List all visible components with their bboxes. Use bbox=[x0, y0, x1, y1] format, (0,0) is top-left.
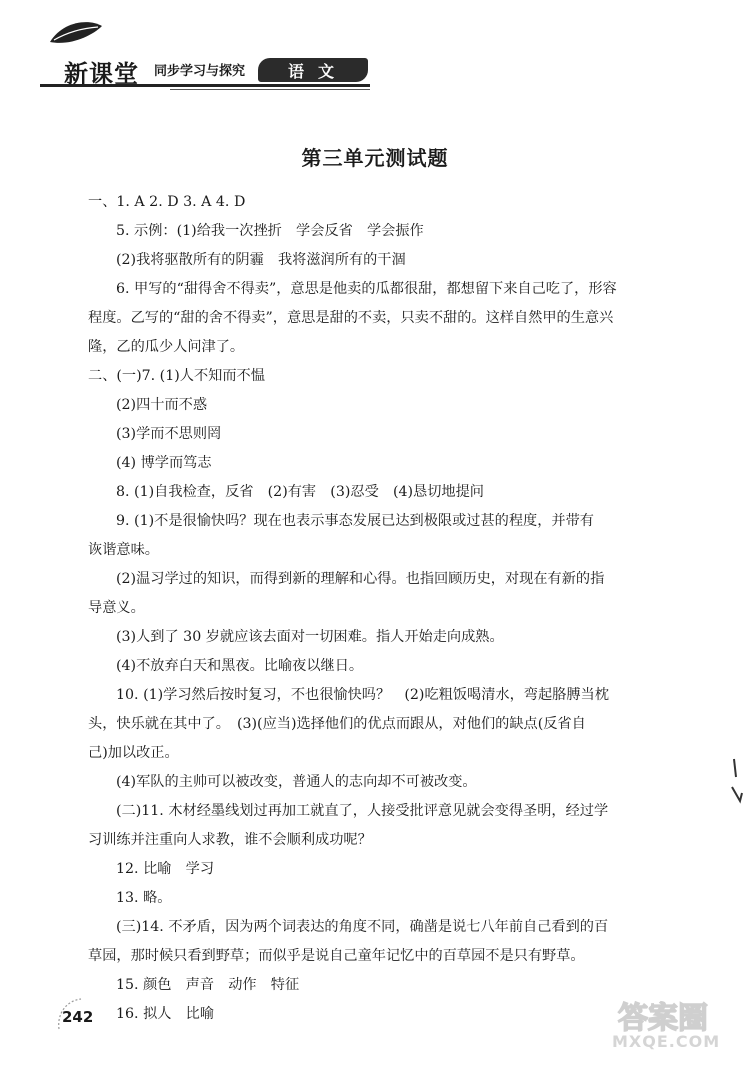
answer-line: 诙谐意味。 bbox=[88, 542, 159, 558]
answer-line: 习训练并注重向人求教，谁不会顺利成功呢？ bbox=[88, 832, 372, 848]
answer-line: (4)不放弃白天和黑夜。比喻夜以继日。 bbox=[116, 658, 364, 674]
brand-subtitle: 同步学习与探究 bbox=[154, 64, 246, 79]
answer-line: 6. 甲写的“甜得舍不得卖”，意思是他卖的瓜都很甜，都想留下来自己吃了，形容 bbox=[116, 281, 617, 297]
answer-line: 12. 比喻 学习 bbox=[116, 861, 215, 877]
answer-line: (3)学而不思则罔 bbox=[116, 426, 222, 442]
answer-line: (3)人到了 30 岁就应该去面对一切困难。指人开始走向成熟。 bbox=[116, 629, 504, 645]
answer-line: 二、(一)7. (1)人不知而不愠 bbox=[88, 368, 265, 384]
page-header bbox=[40, 18, 370, 98]
answer-content bbox=[88, 188, 688, 1029]
margin-mark bbox=[730, 755, 744, 805]
leaf-emblem-icon bbox=[48, 20, 104, 46]
answer-line: 10. (1)学习然后按时复习，不也很愉快吗？ (2)吃粗饭喝清水，弯起胳膊当枕 bbox=[116, 687, 609, 703]
document-title: 第三单元测试题 bbox=[301, 146, 449, 170]
answer-line: 隆，乙的瓜少人问津了。 bbox=[88, 339, 245, 355]
answer-line: 8. (1)自我检查，反省 (2)有害 (3)忍受 (4)恳切地提问 bbox=[116, 484, 484, 500]
answer-line: 程度。乙写的“甜的舍不得卖”，意思是甜的不卖，只卖不甜的。这样自然甲的生意兴 bbox=[88, 310, 614, 326]
answer-line: (2)我将驱散所有的阴霾 我将滋润所有的干涸 bbox=[116, 252, 406, 268]
watermark-site: MXQE.COM bbox=[612, 1032, 721, 1051]
answer-line: 一、1. A 2. D 3. A 4. D bbox=[88, 194, 246, 210]
answer-line: (4) 博学而笃志 bbox=[116, 455, 212, 471]
answer-line: (二)11. 木材经墨线划过再加工就直了，人接受批评意见就会变得圣明，经过学 bbox=[116, 803, 609, 819]
answer-line: 头，快乐就在其中了。 (3)(应当)选择他们的优点而跟从，对他们的缺点(反省自 bbox=[88, 716, 586, 732]
answer-line: 15. 颜色 声音 动作 特征 bbox=[116, 977, 300, 993]
header-divider bbox=[170, 89, 370, 90]
watermark-logo-text: 答案圈 bbox=[618, 1001, 708, 1036]
answer-line: (4)军队的主帅可以被改变，普通人的志向却不可被改变。 bbox=[116, 774, 477, 790]
watermark-logo bbox=[612, 996, 742, 1036]
answer-line: 16. 拟人 比喻 bbox=[116, 1006, 215, 1022]
page-number: 242 bbox=[62, 1008, 94, 1026]
answer-line: (2)四十而不惑 bbox=[116, 397, 208, 413]
subject-tab: 语文 bbox=[258, 58, 368, 82]
answer-line: 13. 略。 bbox=[116, 890, 172, 906]
answer-line: (三)14. 不矛盾，因为两个词表达的角度不同，确凿是说七八年前自己看到的百 bbox=[116, 919, 609, 935]
answer-line: 5. 示例：(1)给我一次挫折 学会反省 学会振作 bbox=[116, 223, 424, 239]
answer-line: (2)温习学过的知识，而得到新的理解和心得。也指回顾历史，对现在有新的指 bbox=[116, 571, 605, 587]
answer-line: 导意义。 bbox=[88, 600, 145, 616]
answer-line: 草园，那时候只看到野草；而似乎是说自己童年记忆中的百草园不是只有野草。 bbox=[88, 948, 585, 964]
brand-title: 新课堂 bbox=[64, 60, 139, 88]
answer-line: 己)加以改正。 bbox=[88, 745, 179, 761]
answer-line: 9. (1)不是很愉快吗？现在也表示事态发展已达到极限或过甚的程度，并带有 bbox=[116, 513, 594, 529]
header-rule bbox=[40, 84, 370, 87]
